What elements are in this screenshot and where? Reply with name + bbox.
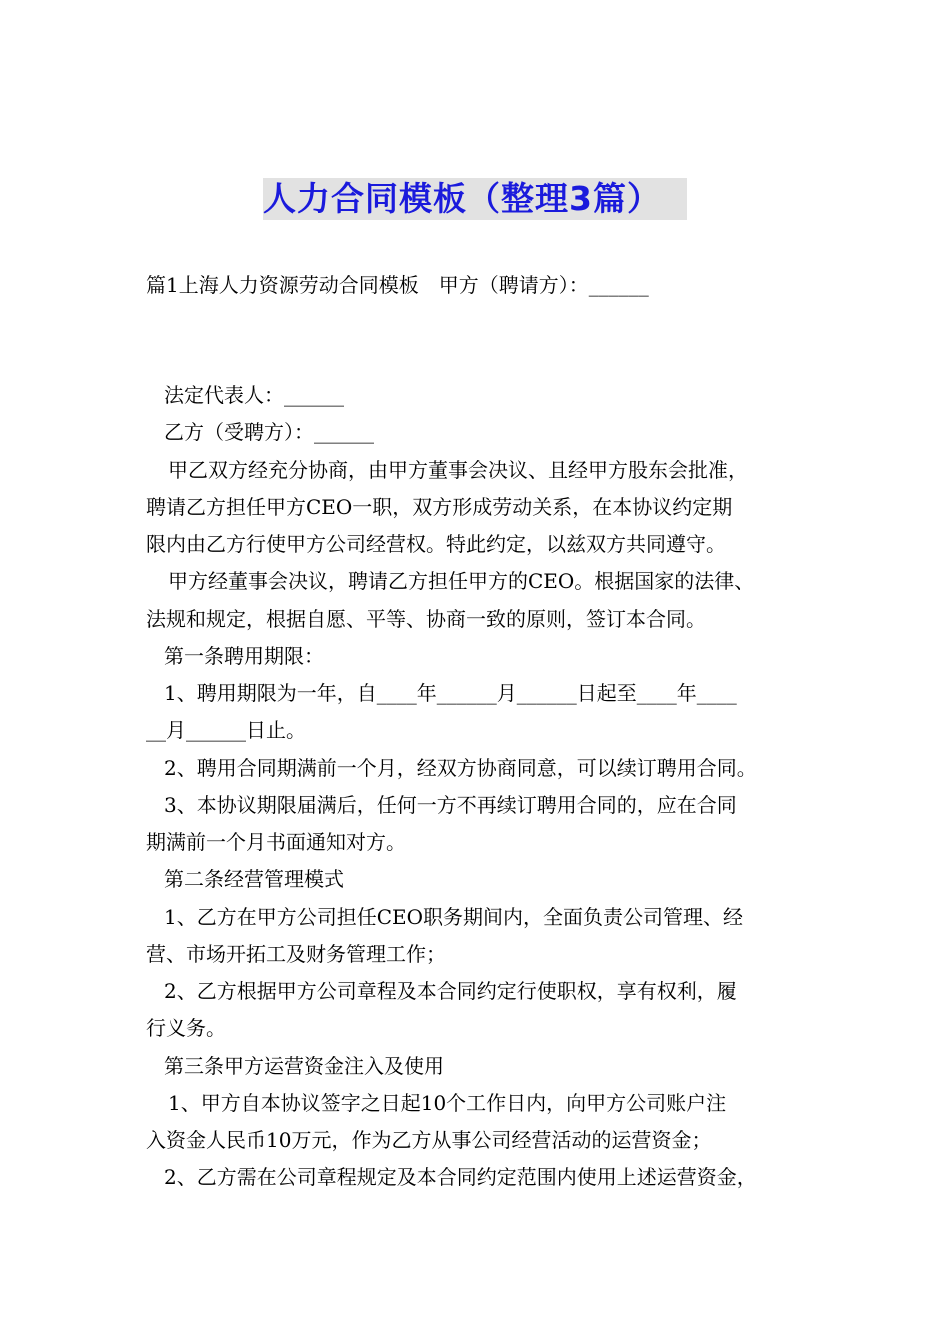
- paragraph-line: 聘请乙方担任甲方CEO一职，双方形成劳动关系，在本协议约定期: [146, 495, 733, 519]
- document-title: 人力合同模板（整理3篇）: [263, 178, 687, 220]
- paragraph-line: 甲方经董事会决议，聘请乙方担任甲方的CEO。根据国家的法律、: [168, 569, 755, 593]
- heading-line: 篇1上海人力资源劳动合同模板 甲方（聘请方）：______: [146, 273, 649, 297]
- paragraph-line: 2、乙方根据甲方公司章程及本合同约定行使职权，享有权利，履: [164, 979, 737, 1003]
- paragraph-line: 3、本协议期限届满后，任何一方不再续订聘用合同的，应在合同: [164, 793, 737, 817]
- paragraph-line: 1、甲方自本协议签字之日起10个工作日内，向甲方公司账户注: [168, 1091, 727, 1115]
- paragraph-line: 限内由乙方行使甲方公司经营权。特此约定，以兹双方共同遵守。: [146, 532, 726, 556]
- section-heading: 第一条聘用期限：: [164, 644, 324, 668]
- paragraph-line: __月______日止。: [146, 718, 306, 742]
- section-heading: 第二条经营管理模式: [164, 867, 344, 891]
- paragraph-line: 营、市场开拓工及财务管理工作；: [146, 942, 446, 966]
- paragraph-line: 期满前一个月书面通知对方。: [146, 830, 406, 854]
- title-container: [0, 178, 950, 220]
- paragraph-line: 2、聘用合同期满前一个月，经双方协商同意，可以续订聘用合同。: [164, 756, 757, 780]
- paragraph-line: 1、乙方在甲方公司担任CEO职务期间内，全面负责公司管理、经: [164, 905, 744, 929]
- section-heading: 第三条甲方运营资金注入及使用: [164, 1054, 444, 1078]
- paragraph-line: 1、聘用期限为一年，自____年______月______日起至____年____: [164, 681, 737, 705]
- paragraph-line: 乙方（受聘方）：______: [164, 420, 374, 444]
- paragraph-line: 入资金人民币10万元，作为乙方从事公司经营活动的运营资金；: [146, 1128, 712, 1152]
- paragraph-line: 法定代表人：______: [164, 383, 344, 407]
- paragraph-line: 法规和规定，根据自愿、平等、协商一致的原则，签订本合同。: [146, 607, 706, 631]
- paragraph-line: 行义务。: [146, 1016, 226, 1040]
- paragraph-line: 甲乙双方经充分协商，由甲方董事会决议、且经甲方股东会批准，: [168, 458, 748, 482]
- paragraph-line: 2、乙方需在公司章程规定及本合同约定范围内使用上述运营资金，: [164, 1165, 757, 1189]
